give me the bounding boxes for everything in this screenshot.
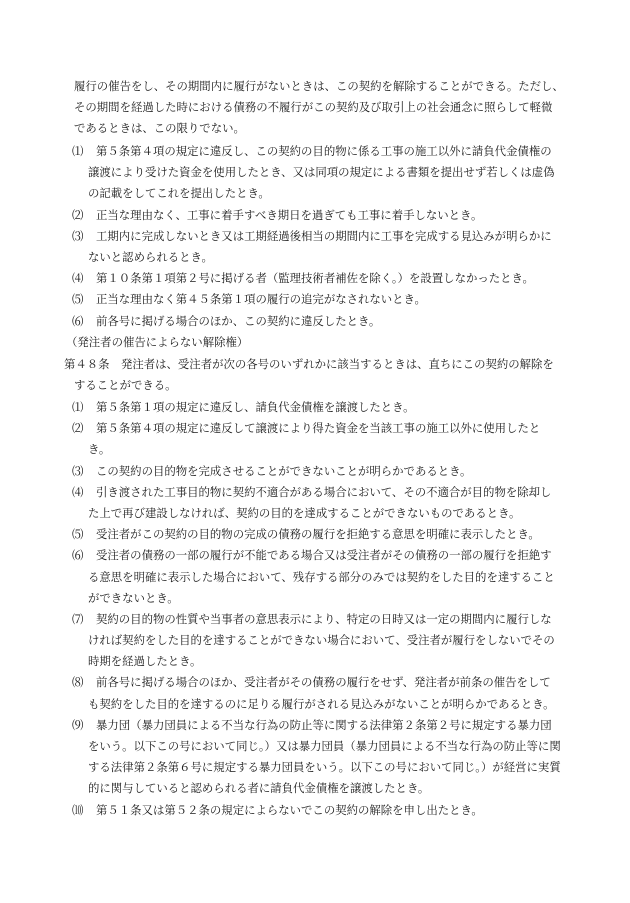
text-line: の記載をしてこれを提出したとき。 — [88, 186, 270, 201]
text-line: ければ契約をした目的を達することができない場合において、受注者が履行をしないでその — [88, 633, 555, 648]
item-number: ⑽ — [72, 802, 84, 817]
text-line: 履行の催告をし、その期間内に履行がないときは、この契約を解除することができる。ただし、 — [74, 79, 564, 93]
list-item — [72, 800, 582, 821]
list-item — [72, 226, 582, 268]
text-line: 第５１条又は第５２条の規定によらないでこの契約の解除を申し出たとき。 — [96, 802, 483, 817]
text-line: 契約の目的物の性質や当事者の意思表示により、特定の日時又は一定の期間内に履行しな — [96, 611, 552, 626]
list-item — [72, 397, 582, 418]
article-heading-line: 第４８条 発注者は、受注者が次の各号のいずれかに該当するときは、直ちにこの契約の解除を — [64, 357, 554, 371]
item-number: ⑴ — [72, 400, 84, 414]
text-line: 時期を経過したとき。 — [88, 654, 202, 669]
item-number: ⑸ — [72, 527, 84, 542]
text-line: であるときは、この限りでない。 — [74, 121, 245, 136]
text-line: 前各号に掲げる場合のほか、この契約に違反したとき。 — [96, 313, 381, 328]
list-item — [72, 715, 582, 800]
item-number: ⑼ — [72, 717, 84, 732]
text-line: することができる。 — [74, 378, 177, 393]
section-caption — [66, 332, 571, 353]
text-line: する法律第２条第６号に規定する暴力団員をいう。以下この号において同じ。）が経営に実質 — [88, 760, 561, 775]
list-item — [72, 205, 582, 226]
item-number: ⑺ — [72, 611, 84, 626]
text-line: 引き渡された工事目的物に契約不適合がある場合において、その不適合が目的物を除却し — [96, 484, 552, 499]
list-item — [72, 482, 582, 524]
list-item — [72, 418, 582, 460]
text-line: た上で再び建設しなければ、契約の目的を達成することができないものであるとき。 — [88, 505, 521, 520]
text-line: 正当な理由なく第４５条第１項の履行の追完がなされないとき。 — [96, 292, 426, 307]
text-line: 正当な理由なく、工事に着手すべき期日を過ぎても工事に着手しないとき。 — [96, 207, 483, 222]
list-item — [72, 609, 582, 673]
item-number: ⑹ — [72, 313, 84, 328]
text-line: その期間を経過した時における債務の不履行がこの契約及び取引上の社会通念に照らして軽微 — [74, 100, 553, 115]
text-line: 受注者の債務の一部の履行が不能である場合又は受注者がその債務の一部の履行を拒絶す — [96, 548, 552, 563]
item-number: ⑶ — [72, 228, 84, 243]
list-item — [72, 524, 582, 545]
item-number: ⑶ — [72, 463, 84, 478]
list-item — [72, 268, 582, 289]
text-line: ができないとき。 — [88, 590, 179, 605]
text-line: ないと認められるとき。 — [88, 249, 213, 264]
text-line: る意思を明確に表示した場合において、残存する部分のみでは契約をした目的を達すること — [88, 569, 555, 584]
list-item — [72, 672, 582, 714]
text-line: 第５条第４項の規定に違反し、この契約の目的物に係る工事の施工以外に請負代金債権の — [96, 144, 552, 158]
item-number: ⑵ — [72, 207, 84, 222]
list-item — [72, 141, 582, 205]
item-number: ⑴ — [72, 144, 84, 158]
item-number: ⑷ — [72, 271, 84, 286]
item-number: ⑷ — [72, 484, 84, 499]
text-line: 第１０条第１項第２号に掲げる者（監理技術者補佐を除く。）を設置しなかったとき。 — [96, 271, 534, 286]
text-line: をいう。以下この号において同じ。）又は暴力団員（暴力団員による不当な行為の防止等に関 — [88, 739, 561, 753]
text-line: き。 — [88, 442, 111, 457]
article-48 — [64, 354, 584, 396]
text-line: も契約をした目的を達するのに足りる履行がされる見込みがないことが明らかであるとき。 — [88, 696, 555, 711]
item-number: ⑻ — [72, 675, 84, 690]
text-line: 第５条第４項の規定に違反して譲渡により得た資金を当該工事の施工以外に使用したと — [96, 421, 541, 436]
list-item — [72, 545, 582, 609]
text-line: 暴力団（暴力団員による不当な行為の防止等に関する法律第２条第２号に規定する暴力団 — [96, 717, 552, 732]
intro-paragraph — [74, 76, 579, 140]
text-line: 的に関与していると認められる者に請負代金債権を譲渡したとき。 — [88, 781, 430, 796]
list-item — [72, 461, 582, 482]
list-item — [72, 289, 582, 310]
list-items-1 — [72, 141, 582, 332]
text-line: 譲渡により受けた資金を使用したとき、又は同項の規定による書類を提出せず若しくは虚偽 — [88, 165, 555, 180]
item-number: ⑸ — [72, 292, 84, 307]
list-item — [72, 311, 582, 332]
caption-text: （発注者の催告によらない解除権） — [66, 335, 249, 349]
text-line: 前各号に掲げる場合のほか、受注者がその債務の履行をせず、発注者が前条の催告をして — [96, 675, 551, 690]
text-line: 工期内に完成しないとき又は工期経過後相当の期間内に工事を完成する見込みが明らかに — [96, 228, 552, 243]
text-line: この契約の目的物を完成させることができないことが明らかであるとき。 — [96, 463, 472, 478]
item-number: ⑵ — [72, 421, 84, 436]
list-items-2 — [72, 397, 582, 821]
text-line: 第５条第１項の規定に違反し、請負代金債権を譲渡したとき。 — [96, 400, 415, 414]
text-line: 受注者がこの契約の目的物の完成の債務の履行を拒絶する意思を明確に表示したとき。 — [96, 527, 540, 542]
item-number: ⑹ — [72, 548, 84, 563]
